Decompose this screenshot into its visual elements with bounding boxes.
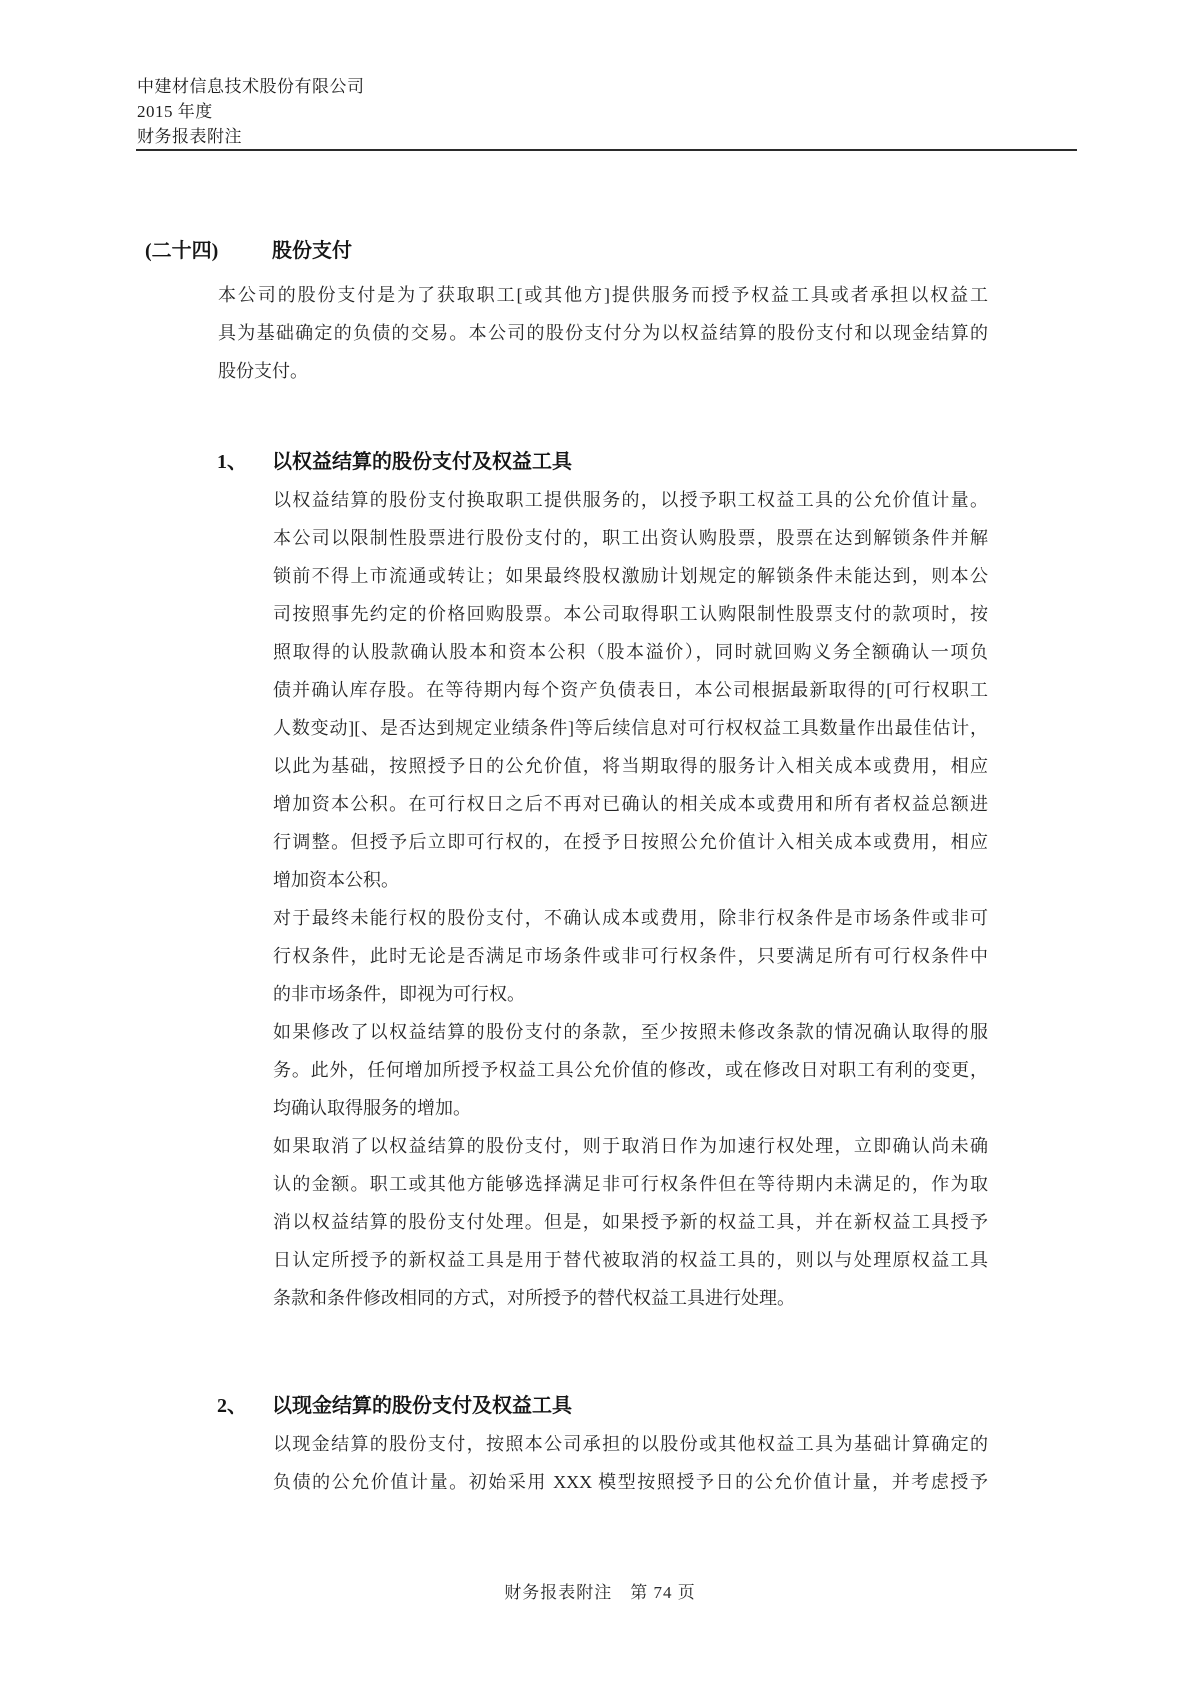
- text-line: 条款和条件修改相同的方式，对所授予的替代权益工具进行处理。: [273, 1288, 795, 1308]
- text-line: 消以权益结算的股份支付处理。但是，如果授予新的权益工具，并在新权益工具授予: [273, 1212, 988, 1232]
- subsection-number: 1、: [217, 451, 247, 473]
- section-title: 股份支付: [272, 240, 352, 262]
- text-line: 司按照事先约定的价格回购股票。本公司取得职工认购限制性股票支付的款项时，按: [273, 604, 988, 624]
- text-line: 人数变动][、是否达到规定业绩条件]等后续信息对可行权权益工具数量作出最佳估计，: [273, 718, 988, 738]
- text-line: 对于最终未能行权的股份支付，不确认成本或费用，除非行权条件是市场条件或非可: [273, 908, 988, 928]
- text-line: 行调整。但授予后立即可行权的，在授予日按照公允价值计入相关成本或费用，相应: [273, 832, 988, 852]
- text-line: 均确认取得服务的增加。: [273, 1098, 471, 1118]
- paragraph: [273, 481, 988, 899]
- text-line: 股份支付。: [218, 361, 308, 381]
- section-number: (二十四): [145, 240, 219, 262]
- text-line: 债并确认库存股。在等待期内每个资产负债表日，本公司根据最新取得的[可行权职工: [273, 680, 988, 700]
- subsection-title: 以现金结算的股份支付及权益工具: [272, 1395, 572, 1417]
- company-name: 中建材信息技术股份有限公司: [137, 77, 365, 96]
- subsection-title: 以权益结算的股份支付及权益工具: [272, 451, 572, 473]
- section-intro-paragraph: [218, 276, 988, 390]
- subsection: [0, 443, 1200, 1317]
- text-line: 日认定所授予的新权益工具是用于替代被取消的权益工具的，则以与处理原权益工具: [273, 1250, 988, 1270]
- text-line: 锁前不得上市流通或转让；如果最终股权激励计划规定的解锁条件未能达到，则本公: [273, 566, 988, 586]
- text-line: 本公司的股份支付是为了获取职工[或其他方]提供服务而授予权益工具或者承担以权益工: [218, 285, 988, 305]
- doc-title: 财务报表附注: [137, 127, 242, 146]
- text-line: 增加资本公积。: [273, 870, 399, 890]
- paragraph: [273, 1127, 988, 1317]
- text-line: 以此为基础，按照授予日的公允价值，将当期取得的服务计入相关成本或费用，相应: [273, 756, 988, 776]
- text-line: 本公司以限制性股票进行股份支付的，职工出资认购股票，股票在达到解锁条件并解: [273, 528, 988, 548]
- paragraph: [273, 1425, 988, 1501]
- header-rule: [136, 149, 1077, 151]
- subsection: [0, 1387, 1200, 1501]
- report-year: 2015 年度: [137, 102, 213, 121]
- text-line: 务。此外，任何增加所授予权益工具公允价值的修改，或在修改日对职工有利的变更，: [273, 1060, 988, 1080]
- text-line: 如果修改了以权益结算的股份支付的条款，至少按照未修改条款的情况确认取得的服: [273, 1022, 988, 1042]
- paragraph: [273, 1013, 988, 1127]
- text-line: 负债的公允价值计量。初始采用 XXX 模型按照授予日的公允价值计量，并考虑授予: [273, 1472, 988, 1492]
- text-line: 具为基础确定的负债的交易。本公司的股份支付分为以权益结算的股份支付和以现金结算的: [218, 323, 988, 343]
- section-body: [0, 443, 1200, 1501]
- subsection-heading: [217, 1387, 1200, 1425]
- section-heading: [145, 232, 352, 270]
- text-line: 的非市场条件，即视为可行权。: [273, 984, 525, 1004]
- subsection-heading: [217, 443, 1200, 481]
- page-footer-text: 财务报表附注 第 74 页: [504, 1583, 696, 1602]
- text-line: 认的金额。职工或其他方能够选择满足非可行权条件但在等待期内未满足的，作为取: [273, 1174, 988, 1194]
- page-footer: [0, 1578, 1200, 1603]
- text-line: 以现金结算的股份支付，按照本公司承担的以股份或其他权益工具为基础计算确定的: [273, 1434, 988, 1454]
- paragraph: [273, 899, 988, 1013]
- text-line: 以权益结算的股份支付换取职工提供服务的，以授予职工权益工具的公允价值计量。: [273, 490, 988, 510]
- text-line: 照取得的认股款确认股本和资本公积（股本溢价），同时就回购义务全额确认一项负: [273, 642, 988, 662]
- subsection-number: 2、: [217, 1395, 247, 1417]
- text-line: 增加资本公积。在可行权日之后不再对已确认的相关成本或费用和所有者权益总额进: [273, 794, 988, 814]
- text-line: 行权条件，此时无论是否满足市场条件或非可行权条件，只要满足所有可行权条件中: [273, 946, 988, 966]
- page-header: [137, 74, 365, 149]
- text-line: 如果取消了以权益结算的股份支付，则于取消日作为加速行权处理，立即确认尚未确: [273, 1136, 988, 1156]
